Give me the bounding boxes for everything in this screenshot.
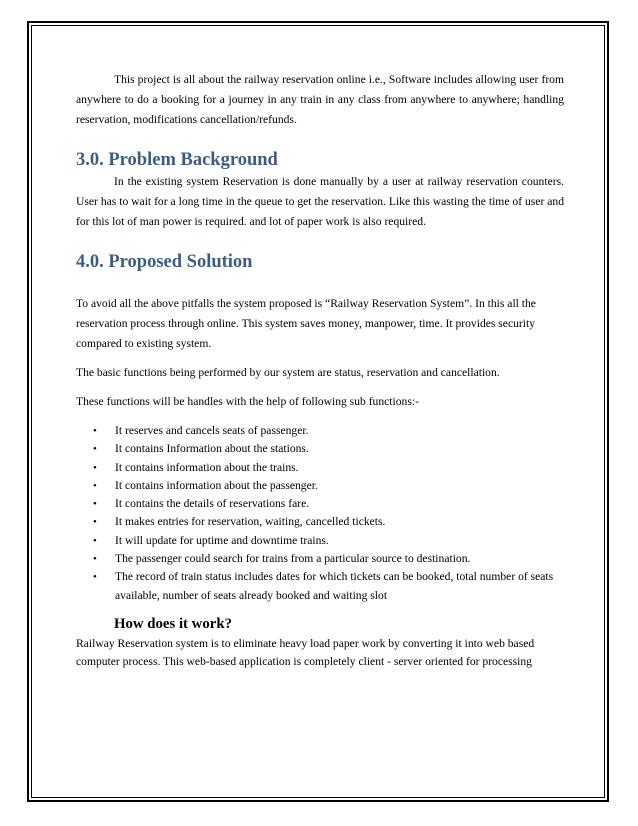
proposed-solution-paragraph-1: To avoid all the above pitfalls the system proposed is “Railway Reservation System”. In this all the reservation process through online. This system saves money, manpower, time. It provides security compared to existing system. xyxy=(76,297,536,350)
bullet-icon: • xyxy=(93,479,97,492)
list-item-text: The record of train status includes dates for which tickets can be booked, total number of seats available, number of seats already booked and waiting slot xyxy=(115,570,554,602)
bullet-icon: • xyxy=(93,461,97,474)
list-item-text: It reserves and cancels seats of passenger. xyxy=(115,424,309,437)
bullet-icon: • xyxy=(93,498,97,511)
proposed-solution-paragraph-3: These functions will be handles with the help of following sub functions:- xyxy=(76,395,419,408)
bullet-icon: • xyxy=(93,553,97,566)
list-item-text: It contains the details of reservations fare. xyxy=(115,497,310,511)
proposed-solution-heading: 4.0. Proposed Solution xyxy=(76,252,253,272)
list-item-text: It contains information about the passenger. xyxy=(115,478,318,492)
bullet-icon: • xyxy=(93,571,97,584)
list-item xyxy=(76,422,564,440)
list-item xyxy=(76,459,564,477)
list-item-text: It contains Information about the stations. xyxy=(115,442,309,456)
problem-background-heading: 3.0. Problem Background xyxy=(76,150,278,170)
list-item xyxy=(76,550,564,568)
list-item-text: It will update for uptime and downtime trains. xyxy=(115,533,329,547)
list-item-text: The passenger could search for trains from a particular source to destination. xyxy=(115,552,471,566)
list-item xyxy=(76,495,564,513)
list-item-text: It contains information about the trains. xyxy=(115,460,299,474)
bullet-icon: • xyxy=(93,534,97,547)
bullet-icon: • xyxy=(93,425,97,437)
list-item xyxy=(76,513,564,531)
bullet-icon: • xyxy=(93,443,97,456)
list-item xyxy=(76,440,564,458)
how-does-it-work-heading: How does it work? xyxy=(114,615,232,632)
list-item-text: It makes entries for reservation, waiting, cancelled tickets. xyxy=(115,515,386,529)
list-item xyxy=(76,532,564,550)
list-item xyxy=(76,568,564,605)
sub-functions-list xyxy=(76,422,564,605)
bullet-icon: • xyxy=(93,516,97,529)
page-content xyxy=(76,70,564,672)
how-does-it-work-paragraph: Railway Reservation system is to eliminate heavy load paper work by converting it into web based computer process. This web-based application is completely client - server oriented for processing xyxy=(76,636,535,669)
proposed-solution-paragraph-2: The basic functions being performed by our system are status, reservation and cancellation. xyxy=(76,366,500,379)
list-item xyxy=(76,477,564,495)
intro-paragraph: This project is all about the railway reservation online i.e., Software includes allowing user from anywhere to do a booking for a journey in any train in any class from anywhere to anywhere; handling reservation, modifications cancellation/refunds. xyxy=(76,73,564,126)
problem-background-paragraph: In the existing system Reservation is done manually by a user at railway reservation counters. User has to wait for a long time in the queue to get the reservation. Like this wasting the time of user and for this lot of man power is required. and lot of paper work is also required. xyxy=(76,175,564,228)
